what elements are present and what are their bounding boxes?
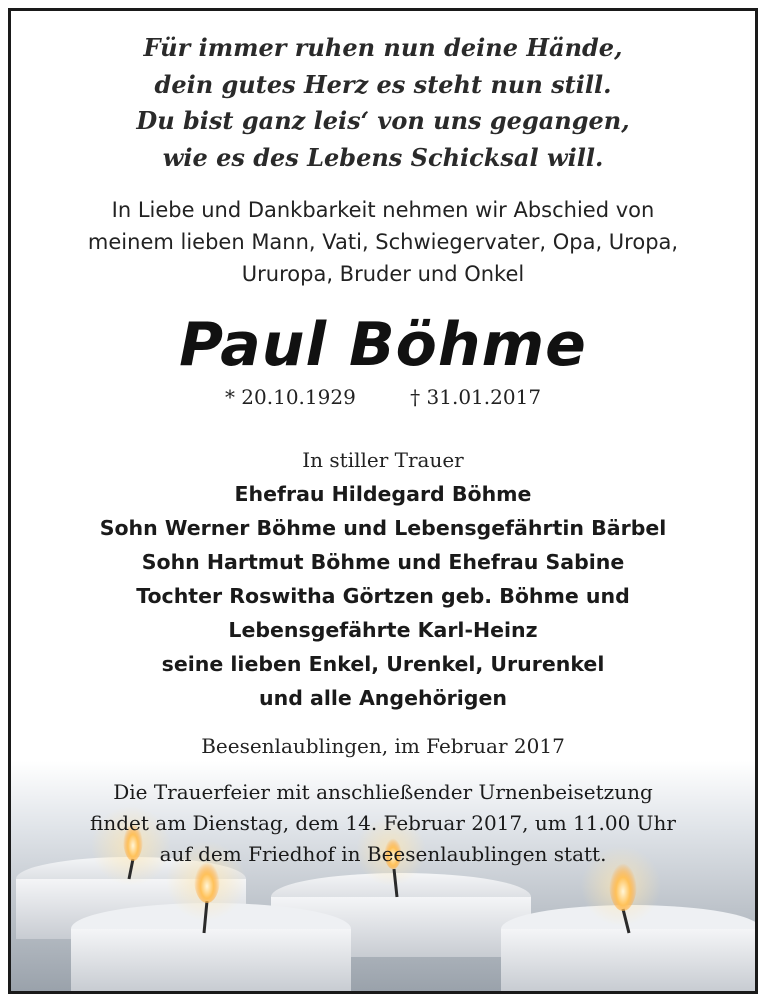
service-line: Die Trauerfeier mit anschließender Urnenbeisetzung (113, 780, 653, 804)
family-list (11, 477, 755, 715)
birth-date: * 20.10.1929 (224, 385, 356, 409)
service-line: findet am Dienstag, dem 14. Februar 2017, um 11.00 Uhr (90, 811, 676, 835)
family-member: Sohn Werner Böhme und Lebensgefährtin Bärbel (99, 516, 667, 540)
poem-line: Für immer ruhen nun deine Hände, (143, 33, 623, 62)
family-member: Sohn Hartmut Böhme und Ehefrau Sabine (141, 550, 625, 574)
family-member: seine lieben Enkel, Urenkel, Ururenkel (161, 652, 605, 676)
obituary-frame (8, 8, 758, 994)
family-member: und alle Angehörigen (259, 686, 507, 710)
place-date: Beesenlaublingen, im Februar 2017 (201, 734, 565, 758)
obituary-content (11, 30, 755, 870)
poem-line: dein gutes Herz es steht nun still. (154, 69, 612, 99)
poem (11, 30, 755, 176)
intro-line: Ururopa, Bruder und Onkel (241, 262, 525, 286)
family-member: Lebensgefährte Karl-Heinz (228, 618, 538, 642)
life-dates (11, 382, 755, 412)
intro-line: In Liebe und Dankbarkeit nehmen wir Abschied von (111, 198, 655, 222)
family-member: Ehefrau Hildegard Böhme (234, 482, 532, 506)
family-member: Tochter Roswitha Görtzen geb. Böhme und (136, 584, 630, 608)
intro-line: meinem lieben Mann, Vati, Schwiegervater, Opa, Uropa, (87, 230, 679, 254)
death-date: † 31.01.2017 (410, 385, 542, 409)
deceased-name: Paul Böhme (179, 310, 587, 380)
mourning-label: In stiller Trauer (302, 448, 464, 472)
poem-line: wie es des Lebens Schicksal will. (162, 142, 604, 172)
service-line: auf dem Friedhof in Beesenlaublingen statt. (159, 842, 607, 866)
intro-text (11, 194, 755, 290)
service-info (11, 777, 755, 870)
poem-line: Du bist ganz leis‘ von uns gegangen, (136, 106, 630, 135)
